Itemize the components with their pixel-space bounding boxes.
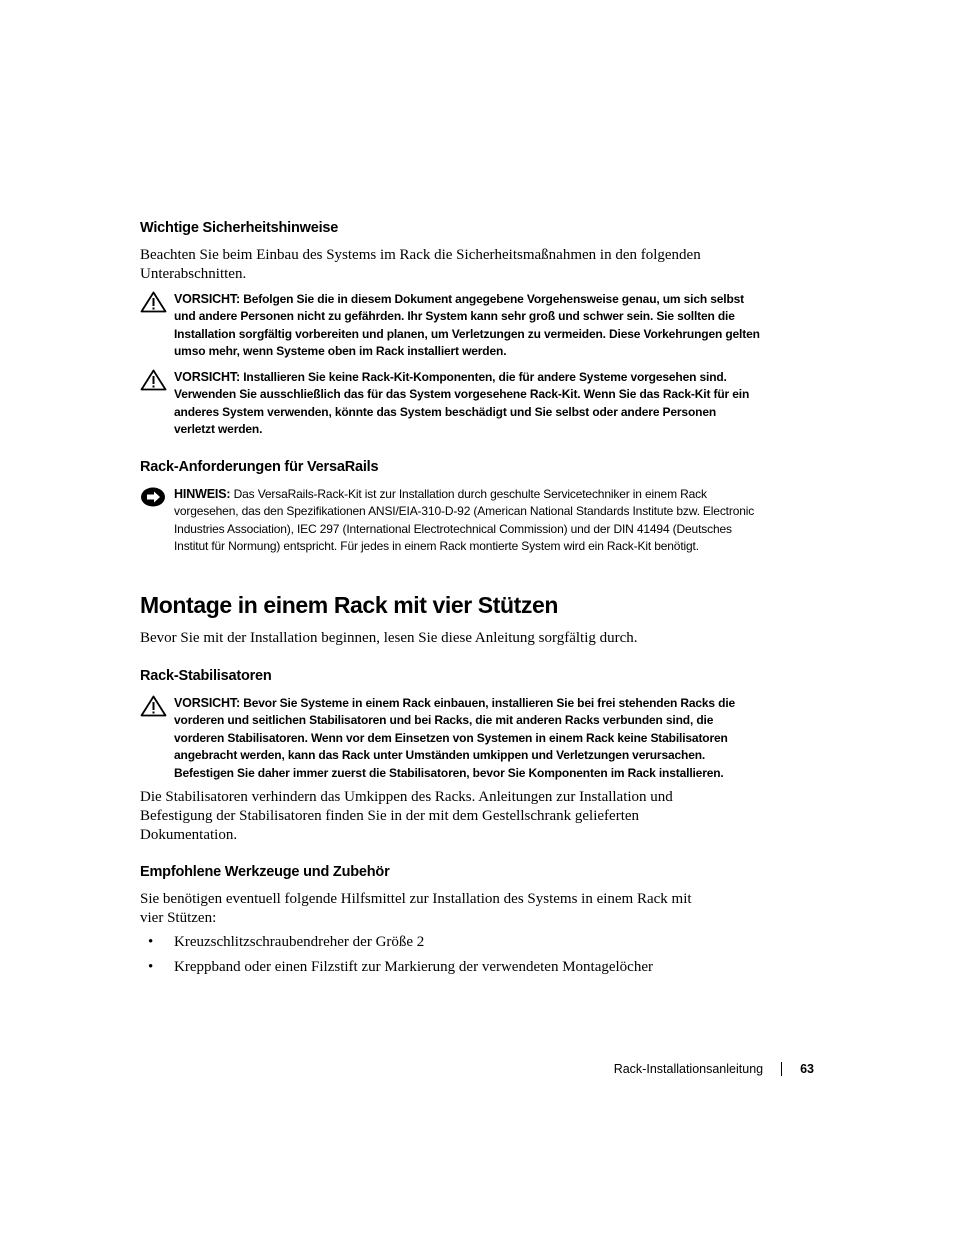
warning-triangle-icon [140,695,167,717]
tools-intro: Sie benötigen eventuell folgende Hilfsmittel zur Installation des Systems in einem Rack mit vier Stützen: [140,891,692,926]
list-item-text: Kreuzschlitzschraubendreher der Größe 2 [174,934,425,950]
caution-label: VORSICHT: [174,696,241,710]
section-heading-safety: Wichtige Sicherheitshinweise [140,220,339,236]
bullet-icon: • [148,959,154,975]
caution-text-2 [174,369,760,439]
caution-body: Bevor Sie Systeme in einem Rack einbauen, installieren Sie bei frei stehenden Racks die vorderen und seitlichen Stabilisatoren und bei Racks, die mit anderen Racks verbunden sind, die vorderen Stabilisatoren. Wenn vor dem Einsetzen von Systemen in einem Rack keine Stabilisatoren angebracht werden, kann das Rack unter Umständen umkippen und Verletzungen verursachen. Befestigen Sie daher immer zuerst die Stabilisatoren, bevor Sie Komponenten im Rack installieren. [174,696,736,780]
page-footer [614,1062,814,1076]
warning-triangle-icon [140,369,167,391]
caution-text-3 [174,695,760,782]
footer-title: Rack-Installationsanleitung [613,1062,764,1076]
caution-box-2 [140,369,760,439]
list-item [140,958,760,983]
page-number: 63 [800,1062,814,1076]
section-heading-versarails: Rack-Anforderungen für VersaRails [140,459,379,475]
section-heading-tools: Empfohlene Werkzeuge und Zubehör [140,864,390,880]
footer-divider [781,1062,782,1076]
caution-body: Installieren Sie keine Rack-Kit-Komponenten, die für andere Systeme vorgesehen sind. Verwenden Sie ausschließlich das für das System vorgesehene Rack-Kit. Wenn Sie das Rack-Kit für ein anderes System verwenden, könnte das System beschädigt und Sie selbst oder andere Personen verletzt werden. [174,370,750,437]
caution-label: VORSICHT: [174,292,241,306]
caution-body: Befolgen Sie die in diesem Dokument angegebene Vorgehensweise genau, um sich selbst und andere Personen nicht zu gefährden. Ihr System kann sehr groß und schwer sein. Sie sollten die Installation sorgfältig vorbereiten und planen, um Verletzungen zu vermeiden. Diese Vorkehrungen gelten umso mehr, wenn Systeme oben im Rack installiert werden. [174,292,760,359]
page-title: Montage in einem Rack mit vier Stützen [140,592,559,618]
caution-text-1 [174,291,760,361]
montage-intro: Bevor Sie mit der Installation beginnen, lesen Sie diese Anleitung sorgfältig durch. [140,630,638,646]
notice-box [140,486,760,556]
section-heading-stabilizers: Rack-Stabilisatoren [140,668,272,684]
caution-box-3 [140,695,760,782]
list-item-text: Kreppband oder einen Filzstift zur Markierung der verwendeten Montagelöcher [174,959,653,975]
notice-text [174,486,760,556]
tools-list [140,933,760,983]
caution-label: VORSICHT: [174,370,241,384]
stabilizers-body: Die Stabilisatoren verhindern das Umkippen des Racks. Anleitungen zur Installation und Befestigung der Stabilisatoren finden Sie in der mit dem Gestellschrank gelieferten Dokumentation. [140,789,673,843]
safety-intro: Beachten Sie beim Einbau des Systems im Rack die Sicherheitsmaßnahmen in den folgenden Unterabschnitten. [140,247,701,282]
caution-box-1 [140,291,760,361]
notice-label: HINWEIS: [174,487,231,501]
warning-triangle-icon [140,291,167,313]
notice-body: Das VersaRails-Rack-Kit ist zur Installation durch geschulte Servicetechniker in einem Rack vorgesehen, das den Spezifikationen ANSI/EIA-310-D-92 (American National Standards Institute bzw. Electronic Industries Association), IEC 297 (International Electrotechnical Commission) und der DIN 41494 (Deutsches Institut für Normung) entspricht. Für jedes in einem Rack montierte System wird ein Rack-Kit benötigt. [174,487,755,554]
notice-arrow-icon [140,486,167,508]
bullet-icon: • [148,934,154,950]
list-item [140,933,760,958]
